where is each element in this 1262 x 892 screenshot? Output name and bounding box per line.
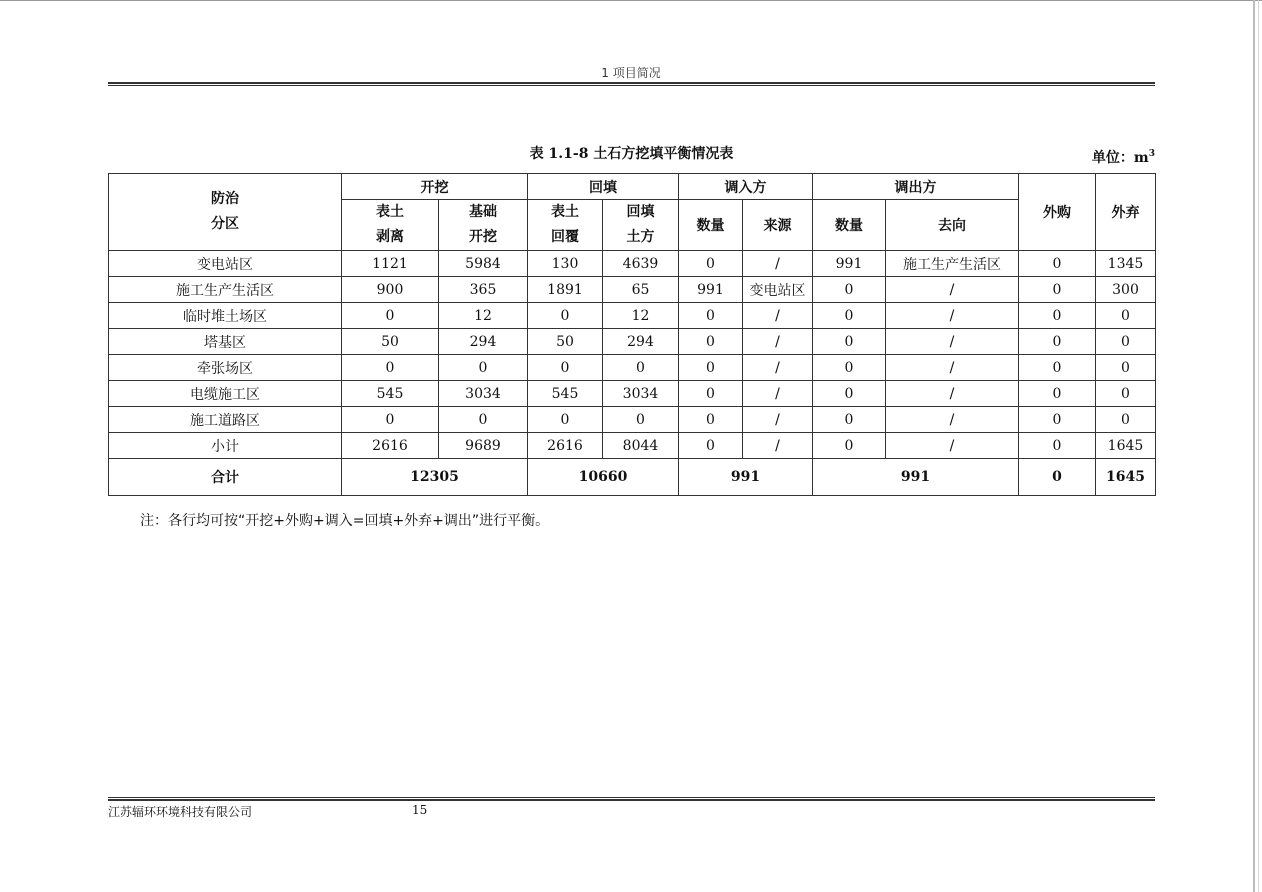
header-row-1 — [109, 174, 1156, 200]
in-source-cell: 变电站区 — [743, 277, 813, 303]
strip-cell: 2616 — [342, 433, 439, 459]
table-row — [109, 407, 1156, 433]
out-dest-cell: / — [886, 277, 1019, 303]
page-top-edge — [0, 0, 1262, 1]
out-dest-cell: / — [886, 433, 1019, 459]
page-right-edge — [1253, 0, 1255, 892]
earth-fill-line2: 土方 — [626, 229, 655, 245]
earth-fill-line1: 回填 — [626, 204, 655, 220]
in-source-header: 来源 — [743, 200, 813, 251]
out-qty-header: 数量 — [813, 200, 886, 251]
purchase-cell: 0 — [1019, 407, 1096, 433]
cover-cell: 50 — [528, 329, 603, 355]
backfill-header: 回填 — [528, 174, 679, 200]
earth-fill-header — [603, 200, 679, 251]
in-qty-cell: 0 — [679, 407, 743, 433]
strip-cell: 0 — [342, 303, 439, 329]
page-right-edge-inner — [1258, 0, 1259, 892]
out-qty-cell: 0 — [813, 277, 886, 303]
zone-cell: 变电站区 — [109, 251, 342, 277]
topsoil-cover-line2: 回覆 — [551, 229, 579, 245]
strip-cell: 900 — [342, 277, 439, 303]
earthwork-balance-table — [108, 173, 1156, 496]
in-qty-cell: 0 — [679, 303, 743, 329]
cover-cell: 2616 — [528, 433, 603, 459]
fill-cell: 0 — [603, 355, 679, 381]
out-qty-cell: 0 — [813, 329, 886, 355]
unit-superscript: 3 — [1148, 149, 1155, 159]
out-dest-cell: / — [886, 381, 1019, 407]
waste-header: 外弃 — [1096, 174, 1156, 251]
in-qty-cell: 0 — [679, 433, 743, 459]
zone-cell: 牵张场区 — [109, 355, 342, 381]
in-qty-cell: 0 — [679, 329, 743, 355]
subtotal-row — [109, 433, 1156, 459]
waste-cell: 0 — [1096, 329, 1156, 355]
zone-header-line2: 分区 — [211, 216, 239, 232]
total-waste: 1645 — [1096, 459, 1156, 496]
in-qty-cell: 0 — [679, 251, 743, 277]
out-dest-header: 去向 — [886, 200, 1019, 251]
in-qty-header: 数量 — [679, 200, 743, 251]
table-row — [109, 251, 1156, 277]
unit-label — [1092, 144, 1155, 164]
in-source-cell: / — [743, 355, 813, 381]
foundation-cell: 365 — [439, 277, 528, 303]
table-note: 注：各行均可按“开挖+外购+调入=回填+外弃+调出”进行平衡。 — [140, 513, 550, 529]
cover-cell: 0 — [528, 303, 603, 329]
purchase-header: 外购 — [1019, 174, 1096, 251]
strip-cell: 0 — [342, 407, 439, 433]
fill-cell: 294 — [603, 329, 679, 355]
strip-cell: 50 — [342, 329, 439, 355]
topsoil-strip-line1: 表土 — [376, 204, 404, 220]
fill-cell: 8044 — [603, 433, 679, 459]
total-transfer-in: 991 — [679, 459, 813, 496]
out-qty-cell: 0 — [813, 407, 886, 433]
foundation-cell: 0 — [439, 407, 528, 433]
transfer-in-header: 调入方 — [679, 174, 813, 200]
topsoil-cover-header — [528, 200, 603, 251]
total-purchase: 0 — [1019, 459, 1096, 496]
foundation-cell: 5984 — [439, 251, 528, 277]
out-dest-cell: 施工生产生活区 — [886, 251, 1019, 277]
zone-cell: 施工道路区 — [109, 407, 342, 433]
foundation-cell: 0 — [439, 355, 528, 381]
out-dest-cell: / — [886, 303, 1019, 329]
zone-cell: 小计 — [109, 433, 342, 459]
out-dest-cell: / — [886, 407, 1019, 433]
unit-text: 单位：m — [1091, 150, 1149, 166]
running-header: 1 项目简况 — [601, 66, 661, 80]
total-transfer-out: 991 — [813, 459, 1019, 496]
transfer-out-header: 调出方 — [813, 174, 1019, 200]
table-caption: 表 1.1-8 土石方挖填平衡情况表 — [529, 146, 734, 162]
waste-cell: 0 — [1096, 407, 1156, 433]
cover-cell: 0 — [528, 355, 603, 381]
table-row — [109, 381, 1156, 407]
in-source-cell: / — [743, 381, 813, 407]
in-source-cell: / — [743, 407, 813, 433]
foundation-cell: 294 — [439, 329, 528, 355]
in-source-cell: / — [743, 433, 813, 459]
cover-cell: 0 — [528, 407, 603, 433]
topsoil-cover-line1: 表土 — [551, 204, 579, 220]
cover-cell: 1891 — [528, 277, 603, 303]
topsoil-strip-header — [342, 200, 439, 251]
waste-cell: 0 — [1096, 355, 1156, 381]
table-body — [109, 251, 1156, 496]
total-backfill: 10660 — [528, 459, 679, 496]
in-source-cell: / — [743, 329, 813, 355]
zone-cell: 电缆施工区 — [109, 381, 342, 407]
foundation-cell: 3034 — [439, 381, 528, 407]
foundation-cell: 12 — [439, 303, 528, 329]
footer-rule — [108, 799, 1155, 801]
strip-cell: 545 — [342, 381, 439, 407]
page-number: 15 — [412, 803, 428, 817]
zone-cell: 临时堆土场区 — [109, 303, 342, 329]
strip-cell: 1121 — [342, 251, 439, 277]
footer-company: 江苏辐环环境科技有限公司 — [108, 805, 253, 819]
purchase-cell: 0 — [1019, 381, 1096, 407]
cover-cell: 545 — [528, 381, 603, 407]
waste-cell: 0 — [1096, 381, 1156, 407]
purchase-cell: 0 — [1019, 433, 1096, 459]
waste-cell: 1645 — [1096, 433, 1156, 459]
table-row — [109, 277, 1156, 303]
total-row — [109, 459, 1156, 496]
in-qty-cell: 991 — [679, 277, 743, 303]
table-row — [109, 303, 1156, 329]
in-source-cell: / — [743, 303, 813, 329]
foundation-cell: 9689 — [439, 433, 528, 459]
topsoil-strip-line2: 剥离 — [376, 229, 404, 245]
total-label: 合计 — [109, 459, 342, 496]
excavation-header: 开挖 — [342, 174, 528, 200]
foundation-header — [439, 200, 528, 251]
purchase-cell: 0 — [1019, 355, 1096, 381]
out-dest-cell: / — [886, 329, 1019, 355]
waste-cell: 300 — [1096, 277, 1156, 303]
cover-cell: 130 — [528, 251, 603, 277]
table-row — [109, 329, 1156, 355]
footer-rule-thin — [108, 797, 1155, 798]
header-rule-thin — [108, 85, 1155, 86]
in-qty-cell: 0 — [679, 355, 743, 381]
zone-cell: 塔基区 — [109, 329, 342, 355]
purchase-cell: 0 — [1019, 277, 1096, 303]
out-qty-cell: 0 — [813, 303, 886, 329]
purchase-cell: 0 — [1019, 251, 1096, 277]
out-qty-cell: 0 — [813, 381, 886, 407]
table-row — [109, 355, 1156, 381]
out-dest-cell: / — [886, 355, 1019, 381]
zone-cell: 施工生产生活区 — [109, 277, 342, 303]
foundation-line2: 开挖 — [469, 229, 497, 245]
waste-cell: 1345 — [1096, 251, 1156, 277]
fill-cell: 4639 — [603, 251, 679, 277]
zone-header — [109, 174, 342, 251]
strip-cell: 0 — [342, 355, 439, 381]
out-qty-cell: 991 — [813, 251, 886, 277]
total-excavation: 12305 — [342, 459, 528, 496]
fill-cell: 3034 — [603, 381, 679, 407]
fill-cell: 12 — [603, 303, 679, 329]
out-qty-cell: 0 — [813, 355, 886, 381]
fill-cell: 65 — [603, 277, 679, 303]
in-qty-cell: 0 — [679, 381, 743, 407]
fill-cell: 0 — [603, 407, 679, 433]
purchase-cell: 0 — [1019, 329, 1096, 355]
waste-cell: 0 — [1096, 303, 1156, 329]
out-qty-cell: 0 — [813, 433, 886, 459]
in-source-cell: / — [743, 251, 813, 277]
purchase-cell: 0 — [1019, 303, 1096, 329]
foundation-line1: 基础 — [469, 204, 497, 220]
zone-header-line1: 防治 — [211, 191, 239, 207]
header-rule — [108, 82, 1155, 84]
